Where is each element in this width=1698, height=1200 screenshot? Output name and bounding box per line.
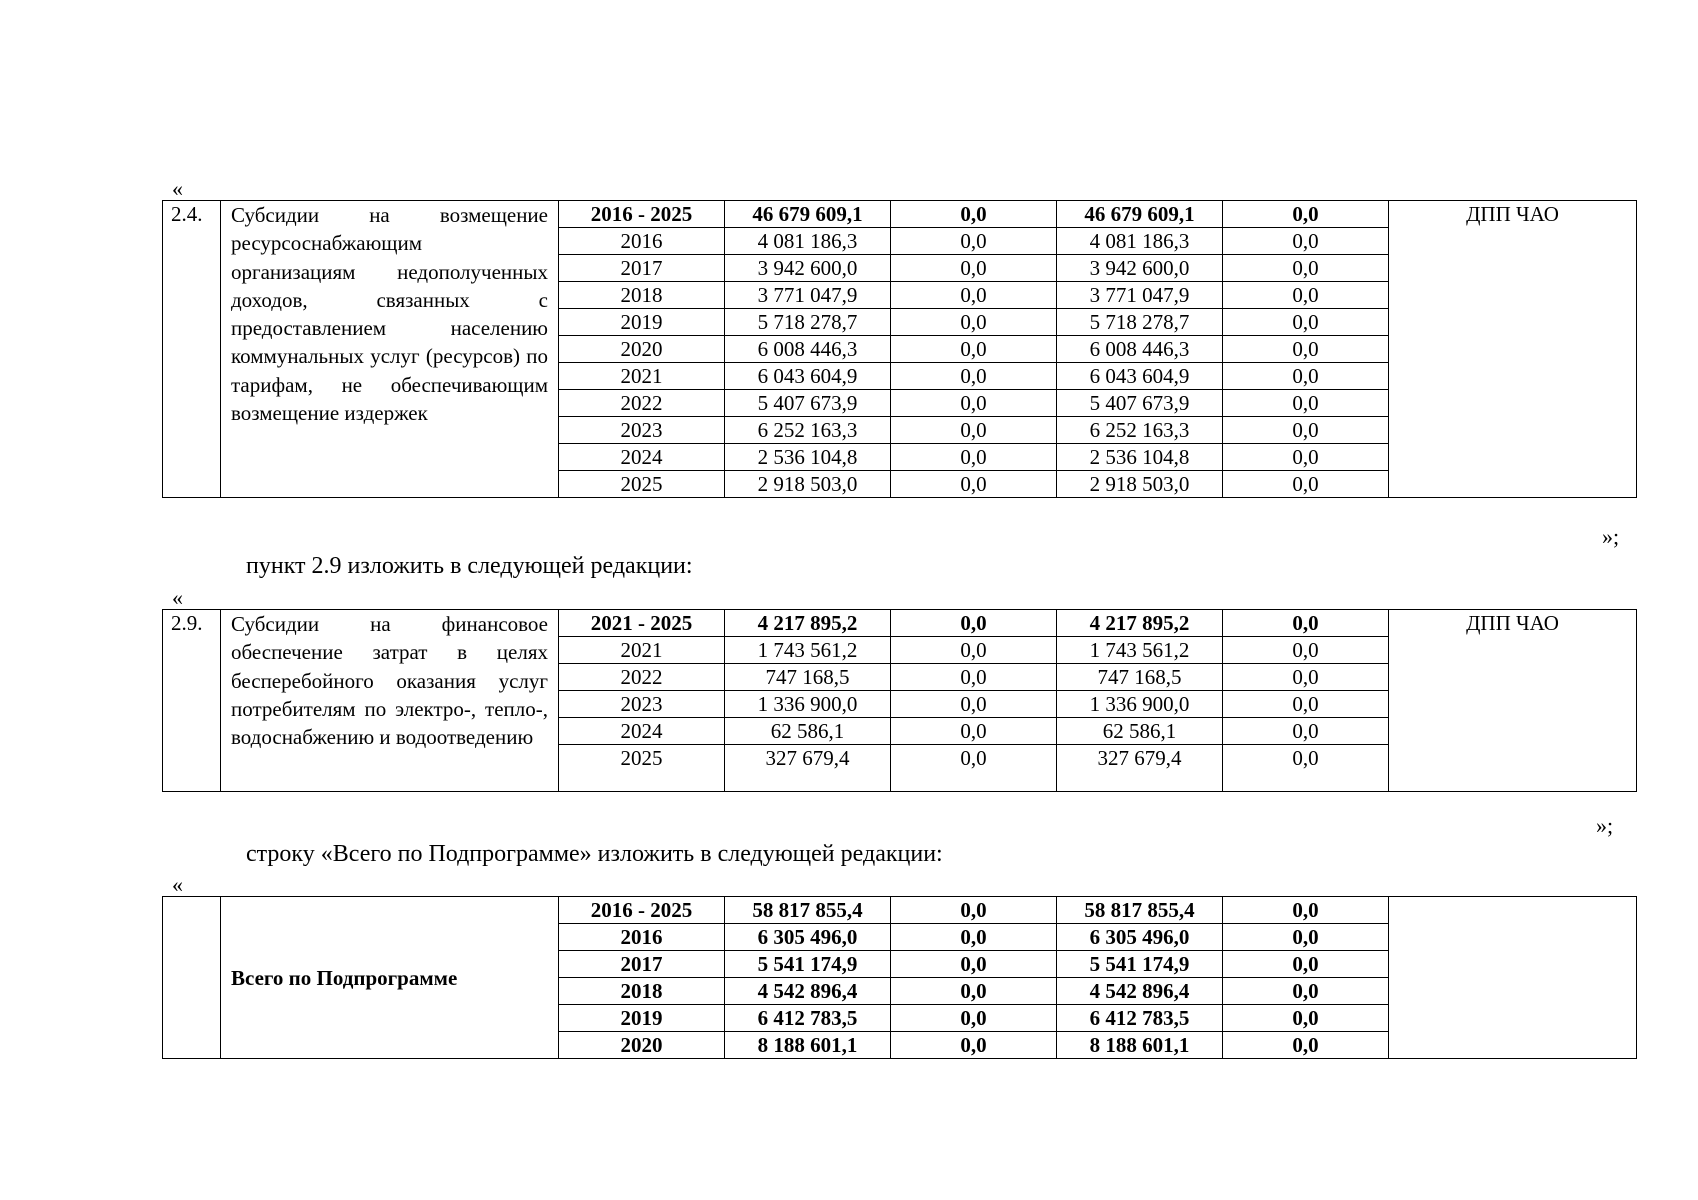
total-cell: 1 743 561,2: [725, 637, 891, 664]
value-cell: 0,0: [891, 390, 1057, 417]
value-cell: 0,0: [891, 718, 1057, 745]
row-number-cell: 2.9.: [163, 610, 221, 792]
year-cell: 2018: [559, 282, 725, 309]
value-cell: 0,0: [891, 745, 1057, 792]
paragraph-item-2-9: пункт 2.9 изложить в следующей редакции:: [246, 553, 693, 579]
table-item-2-9: [162, 609, 1637, 792]
year-cell: 2016 - 2025: [559, 201, 725, 228]
value-cell: 747 168,5: [1057, 664, 1223, 691]
value-cell: 5 541 174,9: [1057, 951, 1223, 978]
total-cell: 58 817 855,4: [725, 897, 891, 924]
value-cell: 62 586,1: [1057, 718, 1223, 745]
row-name-cell: Субсидии на финансовое обеспечение затрат в целях бесперебойного оказания услуг потребителям по электро-, тепло-, водоснабжению и водоотведению: [221, 610, 559, 792]
value-cell: 0,0: [891, 417, 1057, 444]
value-cell: 0,0: [1223, 664, 1389, 691]
table-row: [163, 610, 1637, 637]
total-cell: 62 586,1: [725, 718, 891, 745]
value-cell: 58 817 855,4: [1057, 897, 1223, 924]
total-cell: 2 536 104,8: [725, 444, 891, 471]
value-cell: 0,0: [1223, 691, 1389, 718]
year-cell: 2022: [559, 390, 725, 417]
row-number-cell: [163, 897, 221, 1059]
value-cell: 0,0: [891, 201, 1057, 228]
year-cell: 2025: [559, 745, 725, 792]
value-cell: 0,0: [891, 471, 1057, 498]
value-cell: 8 188 601,1: [1057, 1032, 1223, 1059]
value-cell: 1 336 900,0: [1057, 691, 1223, 718]
total-cell: 747 168,5: [725, 664, 891, 691]
year-cell: 2021: [559, 637, 725, 664]
value-cell: 0,0: [891, 444, 1057, 471]
value-cell: 0,0: [1223, 228, 1389, 255]
value-cell: 0,0: [1223, 951, 1389, 978]
year-cell: 2016: [559, 228, 725, 255]
executor-cell: ДПП ЧАО: [1389, 610, 1637, 792]
value-cell: 0,0: [891, 664, 1057, 691]
total-cell: 6 252 163,3: [725, 417, 891, 444]
value-cell: 0,0: [891, 255, 1057, 282]
value-cell: 0,0: [1223, 417, 1389, 444]
value-cell: 0,0: [1223, 444, 1389, 471]
value-cell: 0,0: [1223, 255, 1389, 282]
value-cell: 327 679,4: [1057, 745, 1223, 792]
year-cell: 2020: [559, 1032, 725, 1059]
year-cell: 2019: [559, 1005, 725, 1032]
value-cell: 46 679 609,1: [1057, 201, 1223, 228]
year-cell: 2024: [559, 718, 725, 745]
value-cell: 0,0: [1223, 201, 1389, 228]
year-cell: 2018: [559, 978, 725, 1005]
value-cell: 0,0: [891, 336, 1057, 363]
total-cell: 2 918 503,0: [725, 471, 891, 498]
year-cell: 2017: [559, 951, 725, 978]
value-cell: 3 942 600,0: [1057, 255, 1223, 282]
value-cell: 0,0: [1223, 718, 1389, 745]
value-cell: 0,0: [891, 924, 1057, 951]
row-label-cell: Всего по Подпрограмме: [221, 897, 559, 1059]
value-cell: 0,0: [891, 951, 1057, 978]
total-cell: 6 008 446,3: [725, 336, 891, 363]
year-cell: 2017: [559, 255, 725, 282]
opening-quote: «: [172, 872, 183, 897]
table-row: [163, 897, 1637, 924]
value-cell: 5 407 673,9: [1057, 390, 1223, 417]
value-cell: 0,0: [891, 282, 1057, 309]
year-cell: 2016 - 2025: [559, 897, 725, 924]
value-cell: 2 918 503,0: [1057, 471, 1223, 498]
value-cell: 6 305 496,0: [1057, 924, 1223, 951]
value-cell: 0,0: [891, 691, 1057, 718]
total-cell: 8 188 601,1: [725, 1032, 891, 1059]
total-cell: 4 217 895,2: [725, 610, 891, 637]
value-cell: 0,0: [891, 1005, 1057, 1032]
value-cell: 4 542 896,4: [1057, 978, 1223, 1005]
value-cell: 5 718 278,7: [1057, 309, 1223, 336]
year-cell: 2020: [559, 336, 725, 363]
value-cell: 0,0: [891, 309, 1057, 336]
closing-quote: »;: [1602, 524, 1620, 549]
value-cell: 4 081 186,3: [1057, 228, 1223, 255]
value-cell: 0,0: [891, 363, 1057, 390]
year-cell: 2023: [559, 691, 725, 718]
total-cell: 46 679 609,1: [725, 201, 891, 228]
value-cell: 4 217 895,2: [1057, 610, 1223, 637]
row-name-cell: Субсидии на возмещение ресурсоснабжающим организациям недополученных доходов, связанных с предоставлением населению коммунальных услуг (ресурсов) по тарифам, не обеспечивающим возмещение издержек: [221, 201, 559, 498]
opening-quote: «: [172, 585, 183, 610]
total-cell: 6 043 604,9: [725, 363, 891, 390]
executor-cell: [1389, 897, 1637, 1059]
table-item-2-4: [162, 200, 1637, 498]
paragraph-total-row: строку «Всего по Подпрограмме» изложить в следующей редакции:: [246, 841, 943, 867]
total-cell: 5 541 174,9: [725, 951, 891, 978]
value-cell: 0,0: [1223, 897, 1389, 924]
value-cell: 0,0: [1223, 637, 1389, 664]
total-cell: 1 336 900,0: [725, 691, 891, 718]
value-cell: 0,0: [891, 1032, 1057, 1059]
year-cell: 2023: [559, 417, 725, 444]
total-cell: 5 718 278,7: [725, 309, 891, 336]
year-cell: 2019: [559, 309, 725, 336]
year-cell: 2024: [559, 444, 725, 471]
year-cell: 2021: [559, 363, 725, 390]
closing-quote: »;: [1596, 813, 1614, 838]
value-cell: 6 252 163,3: [1057, 417, 1223, 444]
value-cell: 1 743 561,2: [1057, 637, 1223, 664]
value-cell: 6 043 604,9: [1057, 363, 1223, 390]
total-cell: 6 305 496,0: [725, 924, 891, 951]
total-cell: 3 942 600,0: [725, 255, 891, 282]
total-cell: 3 771 047,9: [725, 282, 891, 309]
value-cell: 0,0: [891, 897, 1057, 924]
opening-quote: «: [172, 176, 183, 201]
value-cell: 0,0: [1223, 610, 1389, 637]
value-cell: 0,0: [1223, 336, 1389, 363]
year-cell: 2022: [559, 664, 725, 691]
value-cell: 0,0: [1223, 390, 1389, 417]
total-cell: 5 407 673,9: [725, 390, 891, 417]
value-cell: 0,0: [1223, 309, 1389, 336]
value-cell: 0,0: [1223, 978, 1389, 1005]
value-cell: 0,0: [1223, 1032, 1389, 1059]
value-cell: 0,0: [891, 637, 1057, 664]
row-number-cell: 2.4.: [163, 201, 221, 498]
value-cell: 3 771 047,9: [1057, 282, 1223, 309]
value-cell: 0,0: [1223, 471, 1389, 498]
value-cell: 0,0: [891, 610, 1057, 637]
total-cell: 4 081 186,3: [725, 228, 891, 255]
value-cell: 6 412 783,5: [1057, 1005, 1223, 1032]
value-cell: 2 536 104,8: [1057, 444, 1223, 471]
executor-cell: ДПП ЧАО: [1389, 201, 1637, 498]
value-cell: 0,0: [891, 228, 1057, 255]
value-cell: 0,0: [1223, 924, 1389, 951]
total-cell: 327 679,4: [725, 745, 891, 792]
total-cell: 6 412 783,5: [725, 1005, 891, 1032]
value-cell: 0,0: [891, 978, 1057, 1005]
value-cell: 0,0: [1223, 363, 1389, 390]
value-cell: 0,0: [1223, 1005, 1389, 1032]
year-cell: 2016: [559, 924, 725, 951]
value-cell: 0,0: [1223, 282, 1389, 309]
value-cell: 6 008 446,3: [1057, 336, 1223, 363]
value-cell: 0,0: [1223, 745, 1389, 792]
table-row: [163, 201, 1637, 228]
year-cell: 2021 - 2025: [559, 610, 725, 637]
year-cell: 2025: [559, 471, 725, 498]
table-total: [162, 896, 1637, 1059]
total-cell: 4 542 896,4: [725, 978, 891, 1005]
